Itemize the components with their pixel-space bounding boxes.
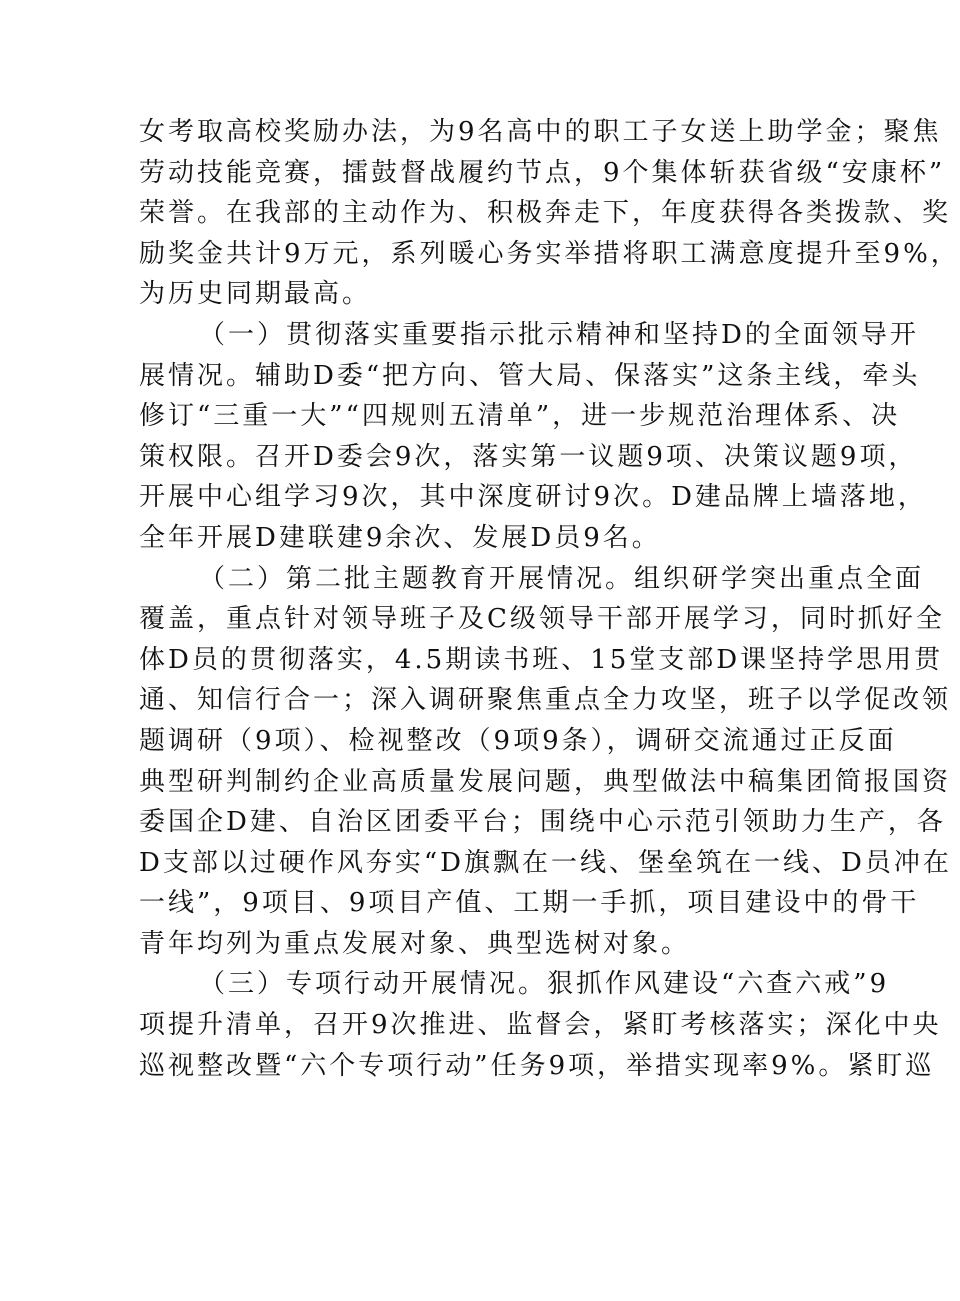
text-line: 开展中心组学习9次，其中深度研讨9次。D建品牌上墙落地，: [139, 482, 927, 513]
text-line: 巡视整改暨“六个专项行动”任务9项，举措实现率9%。紧盯巡: [139, 1050, 935, 1081]
text-line: 项提升清单，召开9次推进、监督会，紧盯考核落实；深化中央: [139, 1010, 942, 1041]
text-line: 典型研判制约企业高质量发展问题，典型做法中稿集团简报国资: [139, 766, 952, 797]
text-line: 全年开展D建联建9余次、发展D员9名。: [139, 522, 661, 553]
text-line: （二）第二批主题教育开展情况。组织研学突出重点全面: [199, 563, 925, 594]
text-line: 荣誉。在我部的主动作为、积极奔走下，年度获得各类拨款、奖: [139, 198, 952, 229]
text-line: 通、知信行合一；深入调研聚焦重点全力攻坚，班子以学促改领: [139, 685, 952, 716]
text-line: 一线”，9项目、9项目产值、工期一手抓，项目建设中的骨干: [139, 888, 920, 919]
document-body: [139, 112, 960, 1086]
text-line: 覆盖，重点针对领导班子及C级领导干部开展学习，同时抓好全: [139, 604, 945, 635]
text-line: D支部以过硬作风夯实“D旗飘在一线、堡垒筑在一线、D员冲在: [139, 847, 952, 878]
text-line: 体D员的贯彻落实，4.5期读书班、15堂支部D课坚持学思用贯: [139, 644, 944, 675]
text-line: 策权限。召开D委会9次，落实第一议题9项、决策议题9项，: [139, 441, 918, 472]
text-line: 修订“三重一大”“四规则五清单”，进一步规范治理体系、决: [139, 401, 901, 432]
text-line: （三）专项行动开展情况。狠抓作风建设“六查六戒”9: [199, 969, 890, 1000]
text-line: 励奖金共计9万元，系列暖心务实举措将职工满意度提升至9%，: [139, 238, 960, 269]
text-line: 女考取高校奖励办法，为9名高中的职工子女送上助学金；聚焦: [139, 117, 942, 147]
text-line: 题调研（9项）、检视整改（9项9条），调研交流通过正反面: [139, 725, 897, 756]
text-line: 青年均列为重点发展对象、典型选树对象。: [139, 928, 691, 959]
text-line: 劳动技能竞赛，擂鼓督战履约节点，9个集体斩获省级“安康杯”: [139, 157, 946, 188]
text-line: （一）贯彻落实重要指示批示精神和坚持D的全面领导开: [199, 319, 919, 350]
text-line: 为历史同期最高。: [139, 279, 372, 310]
text-line: 委国企D建、自治区团委平台；围绕中心示范引领助力生产，各: [139, 807, 946, 838]
text-line: 展情况。辅助D委“把方向、管大局、保落实”这条主线，牵头: [139, 360, 921, 391]
